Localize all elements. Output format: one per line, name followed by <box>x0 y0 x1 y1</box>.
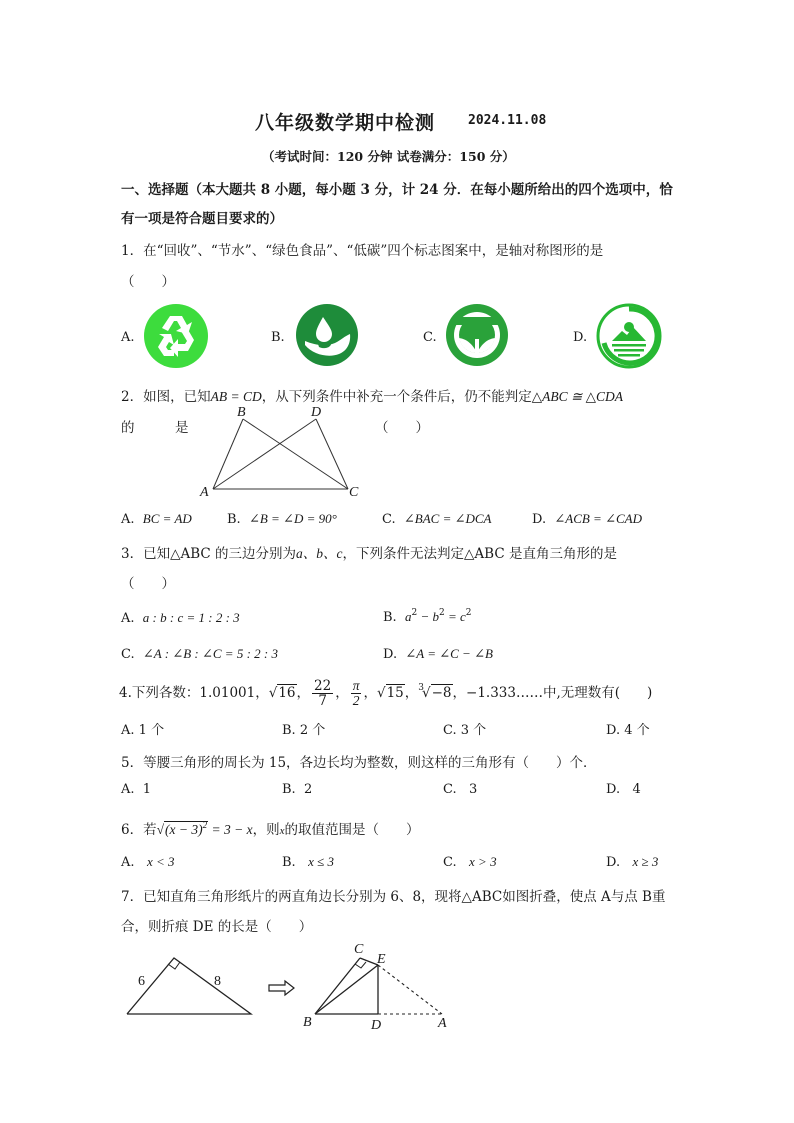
q3-option-b-b: − b <box>417 609 439 624</box>
q6-option-d-expr: x ≥ 3 <box>632 854 659 869</box>
q4-stem: 4.下列各数：1.01001，√16， $\frac{22}{7}$ ， $\frac{\pi}{2}$ ，√15，$^3$√−8，−1.333……中,无理数有( ) <box>119 670 652 711</box>
q3-option-b-letter: B. <box>383 610 397 625</box>
water-saving-logo-icon <box>295 303 359 367</box>
q4-option-a-letter: A. <box>121 723 135 738</box>
q2-stem-intro: 2．如图，已知 <box>121 389 211 405</box>
q3-stem <box>121 542 617 562</box>
q4-option-d-letter: D. <box>606 723 621 738</box>
q5-stem: 5．等腰三角形的周长为 15，各边长均为整数，则这样的三角形有（ ）个． <box>121 755 597 771</box>
q2-option-d <box>532 511 642 527</box>
q4-option-c-letter: C. <box>443 723 457 738</box>
q2-stem-line1 <box>121 385 623 405</box>
q2-option-b-expr: ∠B = ∠D = 90° <box>248 511 337 526</box>
q2-option-c-letter: C. <box>382 512 396 527</box>
q6-sqrt-radicand <box>164 821 208 837</box>
q5-option-a-text: 1 <box>142 782 152 797</box>
q7-stem-line2: 合，则折痕 DE 的长是（ ） <box>121 919 313 935</box>
q6-option-a <box>121 854 174 870</box>
q3-option-b-exp3: 2 <box>465 608 472 618</box>
q6-sqrt: $√(x - 3)^2$ <box>156 820 208 837</box>
q6-option-b <box>282 854 334 870</box>
q2-option-a <box>121 511 192 527</box>
q1-option-a-label: A. <box>121 330 135 345</box>
q6-option-c-letter: C. <box>443 855 457 870</box>
q7-leg-8: 8 <box>214 974 221 989</box>
q7-figure <box>118 940 468 1035</box>
q5-option-a <box>121 782 151 797</box>
q4-fraction-pi-2 <box>351 679 362 708</box>
q4-frac2-num: π <box>352 677 360 693</box>
q2-option-a-letter: A. <box>121 512 135 527</box>
q5-option-d-letter: D. <box>606 782 621 797</box>
q6-option-b-letter: B. <box>282 855 296 870</box>
q4-option-b-text: 2 个 <box>299 723 326 738</box>
q4-option-c <box>443 719 486 738</box>
q2-stem-middle: ，从下列条件中补充一个条件后，仍不能判定 <box>261 389 532 405</box>
q3-option-d <box>383 646 493 662</box>
q1-option-c-label: C. <box>423 330 437 345</box>
q2-stem-line2a: 的 <box>121 420 135 436</box>
q3-option-c-letter: C. <box>121 647 135 662</box>
q3-option-a-expr: a : b : c = 1 : 2 : 3 <box>142 610 240 625</box>
q2-option-d-letter: D. <box>532 512 547 527</box>
q3-option-b-exp1: 2 <box>411 608 418 618</box>
q5-option-b-letter: B. <box>282 782 296 797</box>
q4-sqrt15: √15 <box>376 685 404 701</box>
q2-label-d: D <box>311 405 322 420</box>
exam-subtitle: （考试时间：120 分钟 试卷满分：150 分） <box>262 149 515 164</box>
q5-option-d <box>606 782 641 797</box>
q2-option-c <box>382 511 492 527</box>
q3-option-b-a: a <box>404 609 412 624</box>
q3-option-d-expr: ∠A = ∠C − ∠B <box>405 646 493 661</box>
q6-option-c <box>443 854 497 870</box>
q4-cbrt-index: 3 <box>418 683 424 693</box>
q4-option-c-text: 3 个 <box>460 723 487 738</box>
q4-frac2-den: 2 <box>352 693 360 708</box>
q3-paren: （ ） <box>121 576 175 592</box>
section-heading-line2: 有一项是符合题目要求的） <box>121 211 283 227</box>
q4-option-d-text: 4 个 <box>624 723 650 738</box>
q6-option-d <box>606 854 658 870</box>
q7-label-c: C <box>354 942 364 957</box>
q6-radicand-exp: 2 <box>202 820 208 830</box>
q1-option-d-label: D. <box>573 330 588 345</box>
q7-label-a: A <box>438 1016 447 1031</box>
q4-stem-intro: 4.下列各数：1.01001， <box>119 685 269 701</box>
q4-cbrt: $^3$√−8 <box>418 683 452 701</box>
q7-stem-line1: 7．已知直角三角形纸片的两直角边长分别为 6、8，现将△ABC如图折叠，使点 A与点 B重 <box>121 889 666 905</box>
q2-paren: （ ） <box>375 420 429 436</box>
q2-given-condition: AB = CD <box>210 389 262 404</box>
q4-sqrt15-radicand: 15 <box>386 685 404 701</box>
q1-option-b-label: B. <box>271 330 285 345</box>
q2-option-b <box>227 511 337 527</box>
q2-option-a-expr: BC = AD <box>142 511 192 526</box>
q2-congruence: △ABC ≅ △CDA <box>531 389 624 404</box>
q3-stem-end: ，下列条件无法判定△ABC 是直角三角形的是 <box>342 546 617 562</box>
q4-frac1-den: 7 <box>318 693 327 709</box>
q6-stem-end: 的取值范围是（ ） <box>284 822 420 838</box>
q3-option-c <box>121 646 278 662</box>
q5-option-b <box>282 782 312 797</box>
q4-option-a-text: 1 个 <box>138 723 165 738</box>
q3-stem-intro: 3．已知△ABC 的三边分别为 <box>121 546 297 562</box>
q6-equation: = 3 − x <box>208 822 253 837</box>
q6-radicand-text: (x − 3) <box>165 822 203 837</box>
q3-option-b-exp2: 2 <box>438 608 445 618</box>
q4-sqrt16: √16 <box>268 685 296 701</box>
q2-stem-line2b: 是 <box>175 420 189 436</box>
q4-frac1-num: 22 <box>314 677 332 694</box>
q4-cbrt-radicand: −8 <box>431 685 452 701</box>
q5-option-d-text: 4 <box>632 782 641 797</box>
q5-option-a-letter: A. <box>121 782 135 797</box>
q6-option-c-expr: x > 3 <box>469 854 497 869</box>
q2-option-c-expr: ∠BAC = ∠DCA <box>403 511 492 526</box>
q3-option-a-letter: A. <box>121 611 135 626</box>
q5-option-b-text: 2 <box>303 782 313 797</box>
q1-paren: （ ） <box>121 274 175 290</box>
q3-option-d-letter: D. <box>383 647 398 662</box>
q4-option-a <box>121 719 164 738</box>
q1-stem: 1．在“回收”、“节水”、“绿色食品”、“低碳”四个标志图案中，是轴对称图形的是 <box>121 243 604 259</box>
q4-fraction-22-7 <box>312 679 333 708</box>
q6-option-d-letter: D. <box>606 855 621 870</box>
q2-label-c: C <box>349 485 359 500</box>
q3-option-b <box>383 608 471 625</box>
exam-date: 2024.11.08 <box>468 113 547 128</box>
q6-option-b-expr: x ≤ 3 <box>308 854 334 869</box>
q3-option-a <box>121 610 240 626</box>
q7-label-d: D <box>371 1018 382 1033</box>
q5-option-c-text: 3 <box>469 782 478 797</box>
q5-option-c <box>443 782 477 797</box>
exam-title: 八年级数学期中检测 <box>255 112 436 134</box>
section-heading-line1: 一、选择题（本大题共 8 小题，每小题 3 分，计 24 分．在每小题所给出的四个选项中，恰 <box>121 182 673 198</box>
q3-variables: a、b、c <box>296 546 343 561</box>
q4-option-d <box>606 719 650 738</box>
q2-label-b: B <box>237 405 246 420</box>
q4-sqrt16-radicand: 16 <box>278 685 296 701</box>
q6-stem-middle: ，则 <box>252 822 280 838</box>
q4-option-b <box>282 719 325 738</box>
q6-variable: x <box>279 825 285 837</box>
q2-option-b-letter: B. <box>227 512 241 527</box>
q2-option-d-expr: ∠ACB = ∠CAD <box>554 511 642 526</box>
q6-stem-intro: 6．若 <box>121 822 157 838</box>
q6-stem <box>121 812 419 844</box>
q7-label-b: B <box>303 1015 312 1030</box>
q5-option-c-letter: C. <box>443 782 457 797</box>
q3-option-b-c: = c <box>444 609 466 624</box>
low-carbon-logo-icon <box>596 303 662 369</box>
q4-option-b-letter: B. <box>282 723 296 738</box>
q4-stem-end: ，−1.333……中,无理数有( ) <box>452 685 653 701</box>
q6-option-a-letter: A. <box>121 855 135 870</box>
q2-figure <box>195 403 365 503</box>
recycle-logo-icon <box>143 303 209 369</box>
q7-leg-6: 6 <box>138 974 145 989</box>
q3-option-c-expr: ∠A : ∠B : ∠C = 5 : 2 : 3 <box>142 646 278 661</box>
q6-option-a-expr: x < 3 <box>146 854 175 869</box>
q2-label-a: A <box>200 485 209 500</box>
q7-label-e: E <box>377 952 386 967</box>
green-food-logo-icon <box>444 303 510 367</box>
